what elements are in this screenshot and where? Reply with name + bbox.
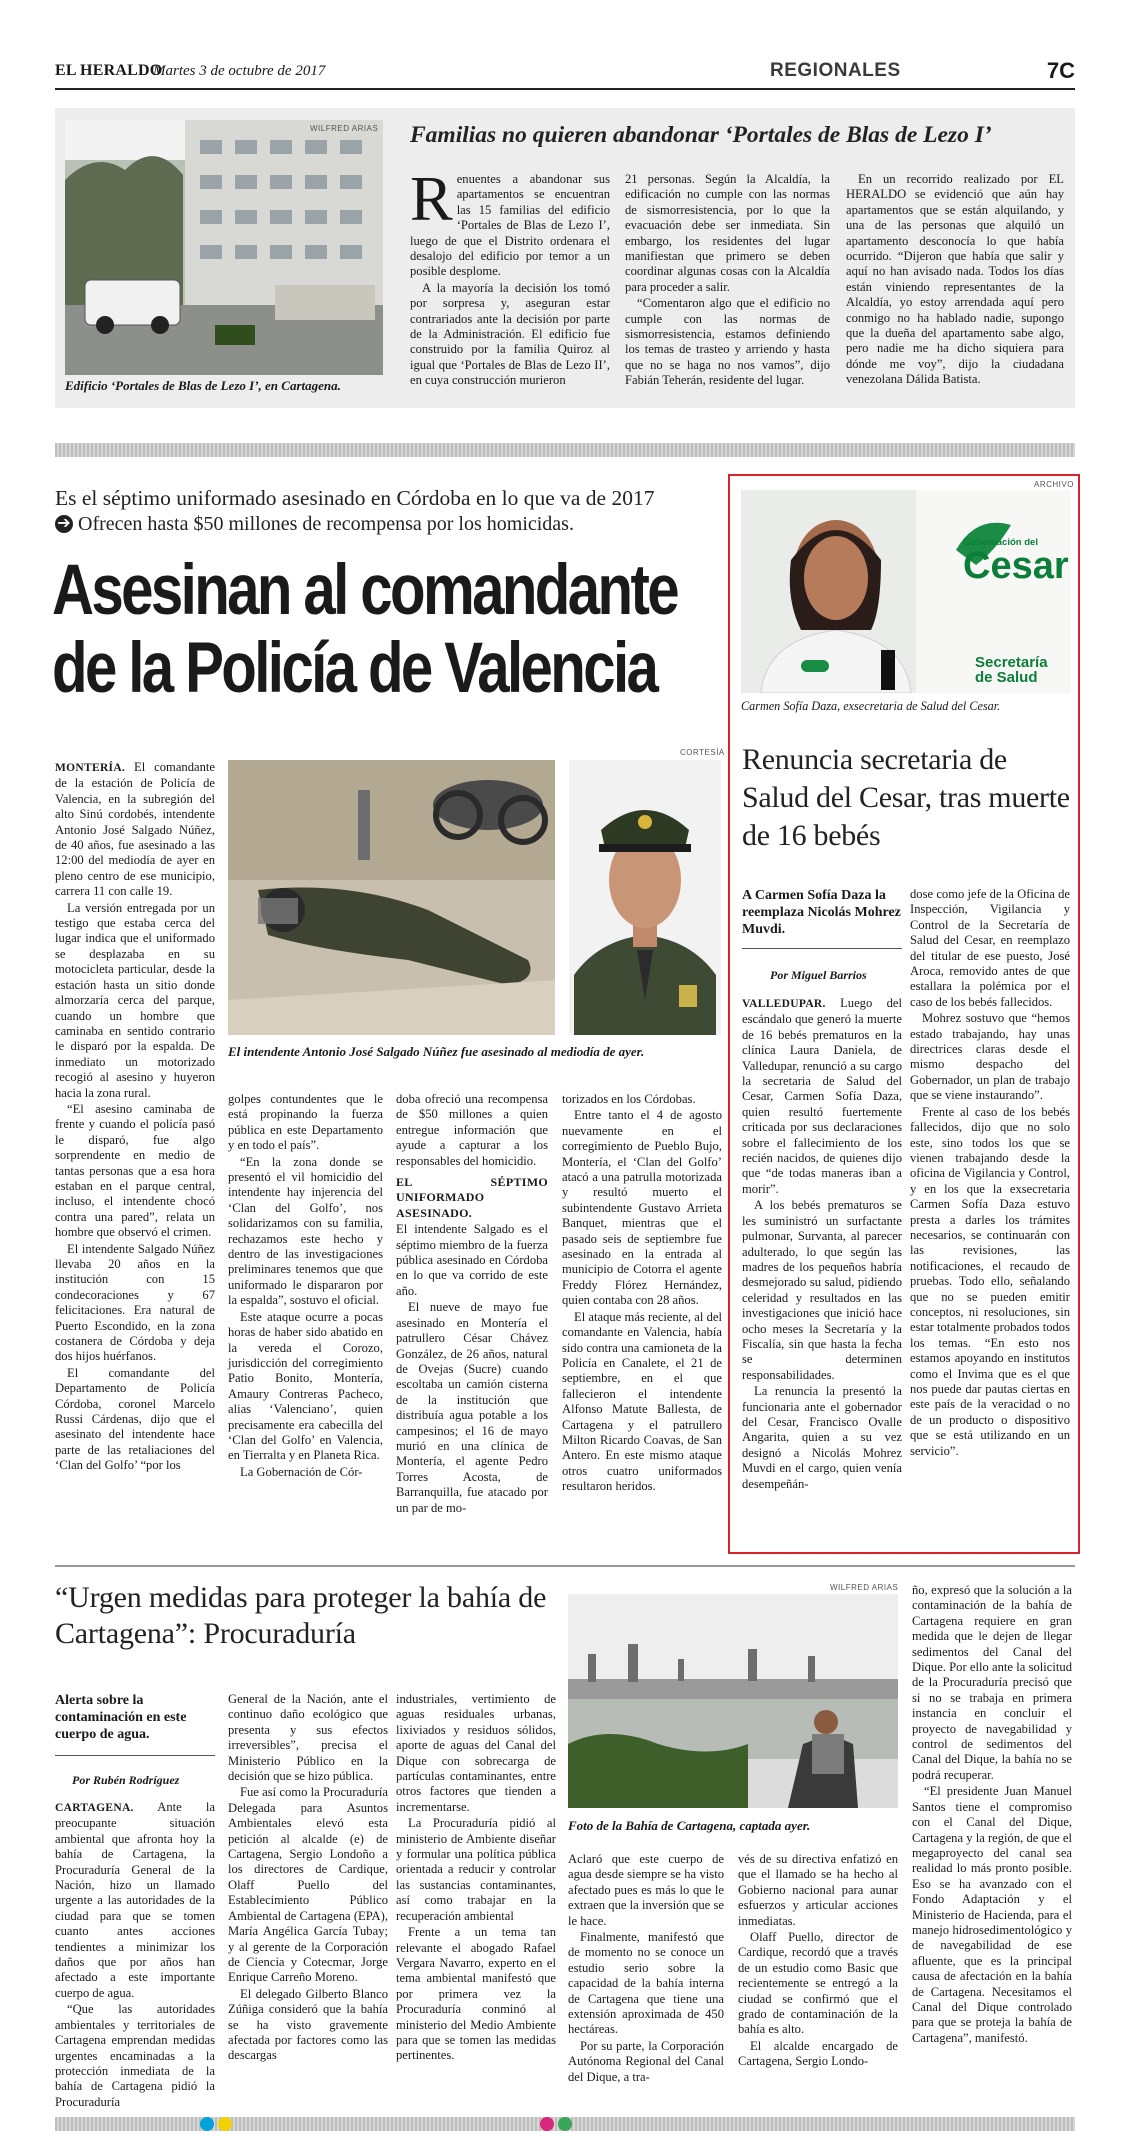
- section-divider-2: [55, 1565, 1075, 1567]
- story2-column-1: [55, 760, 215, 1475]
- story3-p1-text: Luego del escándalo que generó la muerte de 16 bebés prematuros en la clínica Laura Daniela, de Valledupar, renunció a su cargo la secretaria de Salud del Cesar, Carmen Sofía Daza, quien resultó fuertemente criticada por sus declaraciones sobre el fallecimiento de los recién nacidos, de quienes dijo que “de todas maneras iban a morir”.: [742, 996, 902, 1196]
- story4-column-4: [568, 1852, 724, 2086]
- story4-p2: “Que las autoridades ambientales y territoriales de Cartagena emprendan medidas urgentes encaminadas a la protección inmediata de la bahía de Cartagena pidió la Procuraduría: [55, 2002, 215, 2109]
- story2-subkicker: Ofrecen hasta $50 millones de recompensa por los homicidas.: [78, 513, 574, 535]
- story2-caption: El intendente Antonio José Salgado Núñez fue asesinado al mediodía de ayer.: [228, 1044, 645, 1059]
- secretaria-banner: [975, 655, 1071, 685]
- registration-dot-yellow: [218, 2117, 232, 2131]
- story2-subkicker-row: [55, 513, 735, 536]
- story2-p3: “El asesino caminaba de frente y cuando el policía pasó le disparó, fue algo sorprendente en medio de tantas personas que a esa hora estaban en el parque central, incluso, el intendente chocó contra una pared”, relata un hombre que observó el crimen.: [55, 1101, 215, 1240]
- story2-p11: El intendente Salgado es el séptimo miembro de la fuerza pública asesinado en Córdoba en lo que va corrido de este año.: [396, 1222, 548, 1298]
- story2-subhead: EL SÉPTIMO UNIFORMADO ASESINADO.: [396, 1175, 548, 1220]
- story4-dateline: CARTAGENA.: [55, 1802, 134, 1814]
- story4-p5: El delegado Gilberto Blanco Zúñiga consideró que la bahía se ha visto gravemente afectada por factores como las descargas: [228, 1986, 388, 2063]
- story1-column-3: [846, 172, 1064, 389]
- story1-p1: enuentes a abandonar sus apartamentos se encuentran las 15 familias del edificio ‘Portales de Blas de Lezo I’, luego de que el Distrito ordenara el desalojo del edificio por temor a un posible desplome.: [410, 172, 610, 279]
- story4-p8: Frente a un tema tan relevante el abogado Rafael Vergara Navarro, experto en el tema ambiental manifestó que por primera vez la Procuraduría conminó al ministerio del Medio Ambiente para que se tomen las medidas pertinentes.: [396, 1925, 556, 2063]
- story3-p2: A los bebés prematuros se les suministró un surfactante pulmonar, Survanta, al parecer adulterado, lo que según las madres de los pequeños habría desmejorado su salud, pidiendo celeridad y resultados en las investigaciones que inició hace ocho meses la Secretaría y la Fiscalía, sin que hasta la fecha se determinen responsabilidades.: [742, 1198, 902, 1382]
- story4-p1: [55, 1800, 215, 2001]
- story4-photo-credit: WILFRED ARIAS: [830, 1583, 899, 1592]
- registration-dot-cyan: [200, 2117, 214, 2131]
- story4-p7: La Procuraduría pidió al ministerio de Ambiente diseñar y formular una política pública orientada a reducir y controlar las sustancias contaminantes, así como trabajar en la recuperación ambiental: [396, 1816, 556, 1923]
- story3-p6: Frente al caso de los bebés fallecidos, dijo que no solo este, sino todos los que se vienen trabajando desde la oficina de Vigilancia y Control, y en los que la exsecretaria Carmen Sofía Daza estuvo presta a darles los trámites necesarios, se continuarán con las revisiones, las notificaciones, el recaudo de pruebas. Todo ello, señalando que no se pueden emitir conceptos, ni resoluciones, sin estar totalmente probados todos los temas. “En esto nos estamos apoyando en institutos como el Invima que es el que nos puede dar pautas ciertas en este país de la veracidad o no de un producto o dispositivo que se está utilizando en un servicio”.: [910, 1104, 1070, 1458]
- story4-deck-rule: [55, 1755, 215, 1756]
- bay-photo: [568, 1594, 898, 1808]
- story3-caption: Carmen Sofía Daza, exsecretaria de Salud del Cesar.: [741, 699, 1001, 713]
- story2-p5: El comandante del Departamento de Policía Córdoba, coronel Marcelo Russi Cárdenas, dijo que el asesinato del intendente hace parte de las retaliaciones del ‘Clan del Golfo’ “por los: [55, 1365, 215, 1473]
- story3-column-1: [742, 996, 902, 1493]
- logo-line2: Cesar: [963, 545, 1069, 587]
- page-number: 7C: [1046, 58, 1075, 83]
- story4-p14: El alcalde encargado de Cartagena, Sergio Londo-: [738, 2038, 898, 2069]
- story1-title: Familias no quieren abandonar ‘Portales de Blas de Lezo I’: [410, 122, 992, 148]
- story1-column-2: [625, 172, 830, 390]
- story2-kicker: Es el séptimo uniformado asesinado en Córdoba en lo que va de 2017: [55, 486, 655, 510]
- story4-p15: ño, expresó que la solución a la contaminación de la bahía de Cartagena requiere en gran medida que le dejen de llegar sedimentos del Canal del Dique. Por ello ante la solicitud de la Procuraduría precisó que si no se trabaja en primera instancia en concluir el proyecto de navegabilidad y control de sedimentos del Canal del Dique, la bahía no se podrá recuperar.: [912, 1583, 1072, 1782]
- story2-p12: El nueve de mayo fue asesinado en Montería el patrullero César Chávez González, de 26 años, natural de Ovejas (Sucre) cuando escoltaba un camión cisterna de la institución que distribuía agua potable a los campesinos; el 16 de mayo murió en una clínica de Montería, el agente Pedro Torres Acosta, de Barranquilla, fue atacado por un par de mo-: [396, 1300, 548, 1515]
- story3-p3: La renuncia la presentó la funcionaria ante el gobernador del Cesar, Francisco Ovalle Angarita, quien a su vez designó a Nicolás Mohrez Muvdi en el cargo, quien venía desempeñán-: [742, 1384, 902, 1491]
- registration-marks: [200, 2116, 700, 2132]
- story3-deck: A Carmen Sofía Daza la reemplaza Nicolás Mohrez Muvdi.: [742, 888, 901, 937]
- story3-p5: Mohrez sostuvo que “hemos estado trabajando, hay unas directrices claras desde el mismo despacho del Gobernador, un plan de trabajo que se viene instaurando”.: [910, 1011, 1070, 1103]
- story3-p4: dose como jefe de la Oficina de Inspección, Vigilancia y Control de la Secretaría de Salud del Cesar, en reemplazo del titular de ese puesto, José Aroca, removido antes de que estallara la polémica por el caso de los bebés fallecidos.: [910, 887, 1070, 1009]
- story4-column-3: [396, 1692, 556, 2065]
- story2-p13: torizados en los Córdobas.: [562, 1092, 696, 1106]
- story3-column-2: [910, 887, 1070, 1460]
- bay-photo-image: [568, 1594, 898, 1808]
- story2-headline: [52, 551, 677, 708]
- story3-p1: [742, 996, 902, 1197]
- story2-p8: Este ataque ocurre a pocas horas de haber sido abatido en la vereda el Corozo, jurisdicción del corregimiento Patio Bonito, Montería, Amaury Contreras Pacheco, alias ‘Valenciano’, quien precisamente era cabecilla del ‘Clan del Golfo’ en Valencia, en Tierralta y en Planeta Rica.: [228, 1309, 383, 1463]
- story4-p12: vés de su directiva enfatizó en que el llamado se ha hecho al Gobierno nacional para aunar esfuerzos y articular acciones inmediatas.: [738, 1852, 898, 1928]
- story1-column-1: [410, 163, 610, 390]
- story4-p4: Fue así como la Procuraduría Delegada para Asuntos Ambientales elevó esta petición al alcalde (e) de Cartagena, Sergio Londoño a los directores de Cardique, Olaff Puello del Establecimiento Público Ambiental de Cartagena (EPA), María Angélica García Tubay; y al gerente de la Corporación de Ciencia y Cotecmar, Jorge Enrique Carreño Moreno.: [228, 1785, 388, 1985]
- story2-p6: golpes contundentes que le está propinando la fuerza pública en este Departamento y en todo el país”.: [228, 1092, 383, 1153]
- story4-column-6: [912, 1583, 1072, 2047]
- story4-column-5: [738, 1852, 898, 2071]
- crime-scene-image: [228, 760, 555, 1035]
- story2-p2: La versión entregada por un testigo que estaba cerca del lugar indica que el uniformado se desplazaba en su motocicleta particular, desde la estación hasta un sitio donde almorzaría cerca del parque, cuando un hombre que caminaba en sentido contrario le disparó por la espalda. De inmediato un motorizado recogió al asesino y huyeron hacia la zona rural.: [55, 900, 215, 1100]
- story4-p3: General de la Nación, ante el continuo daño ecológico que presenta y sus efectos irreversibles”, precisa el Ministerio Público en la decisión que se hizo pública.: [228, 1692, 388, 1784]
- story2-headline-line1: Asesinan al comandante: [52, 551, 677, 630]
- story2-p14: Entre tanto el 4 de agosto nuevamente en el corregimiento de Pueblo Bujo, Montería, el ‘Clan del Golfo’ atacó a una patrulla motorizada y resultó muerto el subintendente Gustavo Arrieta Banquet, mientras que el pasado seis de septiembre fue asesinado en la entrada al municipio de Cotorra el agente Freddy Flórez Hernández, quien contaba con 28 años.: [562, 1108, 722, 1308]
- building-photo: [65, 120, 383, 375]
- masthead: [55, 58, 1075, 90]
- header-rule: [55, 88, 1075, 90]
- dropcap: R: [410, 163, 453, 234]
- story1-caption: Edificio ‘Portales de Blas de Lezo I’, en Cartagena.: [65, 378, 341, 393]
- brand-name: EL HERALDO: [55, 62, 163, 79]
- story4-p16: “El presidente Juan Manuel Santos tiene el compromiso con el Canal del Dique, Cartagena y la región, de que el megaproyecto del canal sea realidad lo más pronto posible. Eso se ha avanzado con el Fondo Adaptación y el Ministerio de Hacienda, para el manejo hidrosedimentológico y de navegabilidad de ese afluente, que es la principal causa de afectación en la bahía de Cartagena. Necesitamos el Canal del Dique controlado para que se proteja la bahía de Cartagena”, manifestó.: [912, 1784, 1072, 2045]
- story2-p4: El intendente Salgado Núñez llevaba 20 años en la institución con 15 condecoraciones y 67 felicitaciones. Era natural de Puerto Escondido, en la zona costanera de Córdoba y deja dos hijos huérfanos.: [55, 1241, 215, 1364]
- story2-column-3: [396, 1092, 548, 1517]
- story1-photo-credit: WILFRED ARIAS: [310, 124, 379, 133]
- story2-column-4: [562, 1092, 722, 1496]
- section-divider-1: [55, 443, 1075, 457]
- story1-p2: A la mayoría la decisión los tomó por sorpresa y, aseguran estar contrariados ante la decisión por parte de la Administración. El edificio fue construido por la familia Quiroz al igual que ‘Portales de Blas de Lezo II’, en cuya construcción murieron: [410, 280, 610, 388]
- story2-p7: “En la zona donde se presentó el vil homicidio del intendente hay injerencia del ‘Clan del Golfo’, nos solidarizamos con su familia, rechazamos este hecho y dentro de las investigaciones preliminares tenemos que que uniformado le dispararon por la espalda”, sostuvo el oficial.: [228, 1154, 383, 1308]
- story2-dateline: MONTERÍA.: [55, 762, 126, 774]
- story2-p1-text: El comandante de la estación de Policía de Valencia, en la subregión del alto Sinú cordobés, intendente Antonio José Salgado Núñez, de 40 años, fue asesinado a las 12:00 del mediodía de ayer en pleno centro de ese municipio, carrera 11 con calle 19.: [55, 760, 215, 899]
- story2-photo-credit: CORTESÍA: [680, 748, 725, 757]
- story3-deck-rule: [742, 948, 902, 949]
- story4-p10: Finalmente, manifestó que de momento no se conoce un estudio serio sobre la capacidad de la bahía interna de Cartagena que tiene una extensión aproximada de 450 hectáreas.: [568, 1930, 724, 2037]
- registration-dot-magenta: [540, 2117, 554, 2131]
- officer-portrait: [569, 760, 721, 1035]
- cesar-logo: [963, 537, 1073, 587]
- story4-p9: Aclaró que este cuerpo de agua desde siempre se ha visto afectado pues es más lo que le extraen que la inversión que se le hace.: [568, 1852, 724, 1928]
- registration-dot-green: [558, 2117, 572, 2131]
- story3-headline: Renuncia secretaria de Salud del Cesar, tras muerte de 16 bebés: [742, 743, 1070, 852]
- story4-column-1: [55, 1800, 215, 2111]
- story3-byline: Por Miguel Barrios: [770, 968, 867, 982]
- banner-line2: de Salud: [975, 669, 1038, 686]
- story4-caption: Foto de la Bahía de Cartagena, captada ayer.: [568, 1818, 811, 1833]
- logo-line1: Gobernación del: [963, 537, 1038, 548]
- story4-p6: industriales, vertimiento de aguas residuales urbanas, lixiviados y residuos sólidos, aporte de aguas del Canal del Dique con sobrecarga de partículas contaminantes, entre otros factores que tienden a incrementarse.: [396, 1692, 556, 1814]
- crime-scene-photo: [228, 760, 555, 1035]
- story1-p3: 21 personas. Según la Alcaldía, la edificación no cumple con las normas de sismorresistencia, por lo que la evacuación debe ser inmediata. Sin embargo, los residentes del lugar manifiestan que primero se deben coordinar algunas cosas con la Alcaldía para proceder a salir.: [625, 172, 830, 294]
- issue-date: Martes 3 de octubre de 2017: [153, 63, 326, 79]
- story3-dateline: VALLEDUPAR.: [742, 998, 826, 1010]
- story1-p5: En un recorrido realizado por EL HERALDO se evidenció que aún hay apartamentos que se están alquilando, y una de las personas que alquiló un apartamento desconocía lo que había ocurrido. “Dijeron que había que salir y aquí no han avisado nada. Todos los días están viniendo representantes de la Alcaldía, yo estoy arrendada aquí pero conmigo no ha hablado nadie, supongo que la dueña del apartamento sabe algo, pero nadie me ha dicho siquiera para dónde me voy”, dijo la ciudadana venezolana Dálida Batista.: [846, 172, 1064, 387]
- story3-photo-credit: ARCHIVO: [1034, 480, 1074, 489]
- story4-headline: “Urgen medidas para proteger la bahía de Cartagena”: Procuraduría: [55, 1581, 547, 1650]
- officer-portrait-image: [569, 760, 721, 1035]
- arrow-icon: ➔: [55, 515, 73, 533]
- story2-p1: [55, 760, 215, 900]
- section-name: REGIONALES: [770, 60, 901, 81]
- story4-p13: Olaff Puello, director de Cardique, recordó que a través de un estudio como Basic que recientemente se entregó a la ciudad se confirmó que el grado de contaminación de la bahía es alto.: [738, 1930, 898, 2037]
- building-photo-image: [65, 120, 383, 375]
- story2-column-2: [228, 1092, 383, 1481]
- story4-p11: Por su parte, la Corporación Autónoma Regional del Canal del Dique, a tra-: [568, 2038, 724, 2084]
- banner-line1: Secretaría: [975, 654, 1048, 671]
- story4-deck: Alerta sobre la contaminación en este cuerpo de agua.: [55, 1693, 187, 1742]
- story2-p10: doba ofreció una recompensa de $50 millones a quien entregue información que ayude a capturar a los responsables del homicidio.: [396, 1092, 548, 1168]
- story4-p1-text: Ante la preocupante situación ambiental que afronta hoy la bahía de Cartagena, la Procuraduría General de la Nación, hizo un llamado urgente a las autoridades de la ciudad para que se tomen cuanto antes acciones tendientes a minimizar los daños que por años han afectado a este importante cuerpo de agua.: [55, 1800, 215, 2000]
- story1-p4: “Comentaron algo que el edificio no cumple con las normas de sismorresistencia, estamos definiendo los temas de trasteo y arriendo y hasta que no se haga no nos vamos”, dijo Fabián Teherán, residente del lugar.: [625, 296, 830, 388]
- story2-p15: El ataque más reciente, al del comandante en Valencia, había sido contra una camioneta de la Policía en Canalete, el 21 de septiembre, en el que fallecieron el intendente Alfonso Matute Ballesta, de Cartagena y el patrullero Milton Ricardo Coavas, de San Antero. En este mismo ataque otros cuatro uniformados resultaron heridos.: [562, 1309, 722, 1494]
- story4-column-2: [228, 1692, 388, 2065]
- story4-byline: Por Rubén Rodríguez: [72, 1773, 180, 1787]
- story2-p9: La Gobernación de Cór-: [240, 1464, 363, 1479]
- story2-headline-line2: de la Policía de Valencia: [52, 629, 657, 708]
